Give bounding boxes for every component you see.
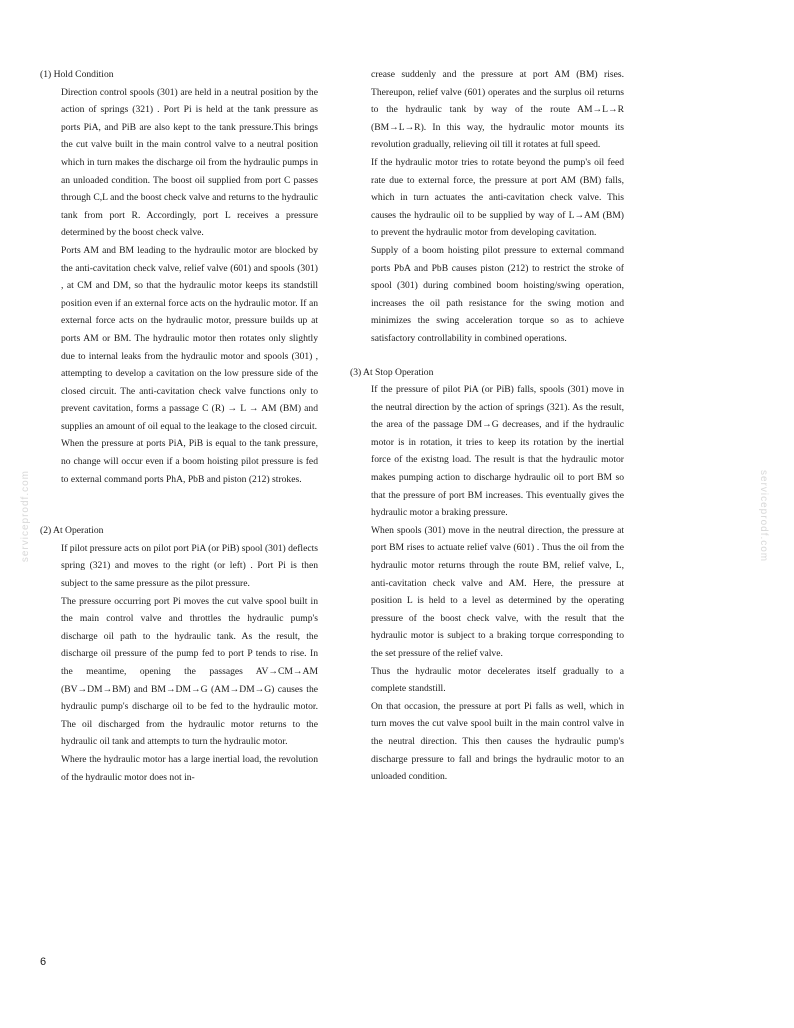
paragraph: If the hydraulic motor tries to rotate beyond the pump's oil feed rate due to external force, the pressure at port AM (BM) falls, which in turn actuates the anti-cavitation check valve. This causes the hydraulic oil to be supplied by way of L→AM (BM) to prevent the hydraulic motor from developing cavitation.: [371, 156, 624, 239]
paragraph: Supply of a boom hoisting pilot pressure to external command ports PbA and PbB causes piston (212) to restrict the stroke of spool (301) during combined boom hoisting/swing operation, increases the oil path resistance for the swing motion and minimizes the swing acceleration torque so as to achieve satisfactory controllability in combined operations.: [371, 244, 624, 344]
paragraph: crease suddenly and the pressure at port AM (BM) rises. Thereupon, relief valve (601) operates and the surplus oil returns to the hydraulic tank by way of the route AM→L→R (BM→L→R). In this way, the hydraulic motor mounts its revolution gradually, relieving oil till it rotates at full speed.: [371, 69, 624, 151]
paragraph: Thus the hydraulic motor decelerates itself gradually to a complete standstill.: [371, 665, 624, 695]
paragraph: The pressure occurring port Pi moves the cut valve spool built in the main control valve and throttles the hydraulic pump's discharge oil path to the hydraulic tank. As the result, the discharge oil pressure of the pump fed to port P tends to rise. In the meantime, opening the passages AV→CM→AM (BV→DM→BM) and BM→DM→G (AM→DM→G) causes the hydraulic pump's discharge oil to be fed to the hydraulic motor. The oil discharged from the hydraulic motor returns to the hydraulic oil tank and attempts to turn the hydraulic motor.: [61, 595, 318, 748]
watermark-left: serviceprodf.com: [20, 470, 31, 563]
right-column: [350, 66, 624, 786]
page-number: 6: [40, 956, 47, 968]
section-title-hold-condition: (1) Hold Condition: [40, 69, 114, 80]
paragraph: Direction control spools (301) are held in a neutral position by the action of springs (321) . Port Pi is held at the tank pressure as ports PiA, and PiB are also kept to the tank pressure.This brings the cut valve built in the main control valve to a neutral position which in turn makes the discharge oil from the hydraulic pumps in an unloaded condition. The boost oil supplied from port C passes through C,L and the boost check valve and returns to the hydraulic tank from port R. Accordingly, port L receives a pressure determined by the boost check valve.: [61, 86, 318, 239]
left-column: [40, 66, 318, 786]
paragraph: Ports AM and BM leading to the hydraulic motor are blocked by the anti-cavitation check valve, relief valve (601) and spools (301) , at CM and DM, so that the hydraulic motor keeps its standstill position even if an external force acts on the hydraulic motor. If an external force acts on the hydraulic motor, pressure builds up at ports AM or BM. The hydraulic motor then rotates only slightly due to internal leaks from the hydraulic motor and spools (301) , attempting to develop a cavitation on the low pressure side of the closed circuit. The anti-cavitation check valve functions only to prevent cavitation, forms a passage C (R) → L → AM (BM) and supplies an amount of oil equal to the leakage to the closed circuit.: [61, 244, 318, 432]
paragraph: If pilot pressure acts on pilot port PiA (or PiB) spool (301) deflects spring (321) and moves to the right (or left) . Port Pi is then subject to the same pressure as the pilot pressure.: [61, 542, 318, 590]
paragraph: Where the hydraulic motor has a large inertial load, the revolution of the hydraulic motor does not in-: [61, 753, 318, 783]
paragraph: When spools (301) move in the neutral direction, the pressure at port BM rises to actuate relief valve (601) . Thus the oil from the hydraulic motor returns through the route BM, relief valve, L, anti-cavitation check valve and AM. Here, the pressure at position L is held to a level as determined by the operating pressure of the boost check valve, with the result that the hydraulic motor is subject to a braking torque corresponding to the set pressure of the relief valve.: [371, 524, 624, 659]
section-title-at-operation: (2) At Operation: [40, 525, 104, 537]
paragraph: On that occasion, the pressure at port Pi falls as well, which in turn moves the cut valve spool built in the main control valve in the neutral direction. This then causes the hydraulic pump's discharge pressure to fall and brings the hydraulic motor to an unloaded condition.: [371, 700, 624, 783]
watermark-right: serviceprodf.com: [758, 470, 769, 563]
paragraph: If the pressure of pilot PiA (or PiB) falls, spools (301) move in the neutral direction by the action of springs (321). As the result, the area of the passage DM→G decreases, and if the hydraulic motor is in rotation, it tries to keep its rotation by the inertial force of the existng load. The result is that the hydraulic motor makes pumping action to discharge hydraulic oil to port BM so that the pressure of port BM increases. This eventually gives the hydraulic motor a braking pressure.: [371, 384, 624, 519]
section-title-at-stop-operation: (3) At Stop Operation: [350, 366, 434, 378]
paragraph: When the pressure at ports PiA, PiB is equal to the tank pressure, no change will occur even if a boom hoisting pilot pressure is fed to external command ports PhA, PbB and piston (212) strokes.: [61, 438, 318, 485]
